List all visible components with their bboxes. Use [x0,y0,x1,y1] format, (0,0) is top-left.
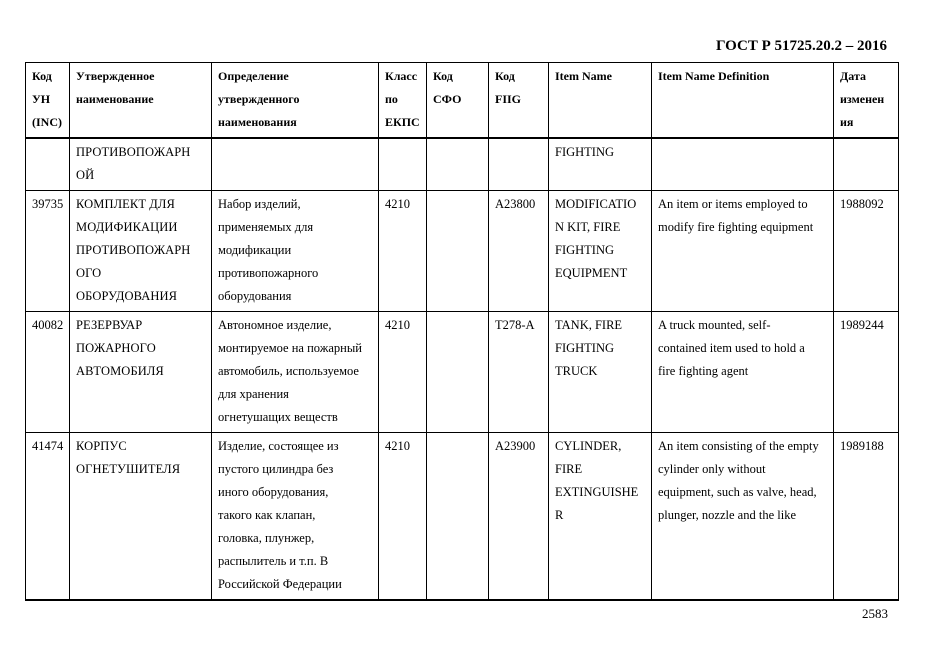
cell-sfo [427,433,489,601]
catalog-table [25,62,899,601]
cell-fiig: T278-A [489,312,549,433]
cell-approved-name: ПРОТИВОПОЖАРН ОЙ [70,138,212,191]
table-row [26,191,899,312]
table-header-row [26,63,899,139]
cell-item-definition [652,138,834,191]
cell-fiig: A23900 [489,433,549,601]
col-header-sfo: Код СФО [427,63,489,139]
cell-approved-name: РЕЗЕРВУАР ПОЖАРНОГО АВТОМОБИЛЯ [70,312,212,433]
cell-date: 1989244 [834,312,899,433]
cell-item-name: TANK, FIRE FIGHTING TRUCK [549,312,652,433]
col-header-class: Класс по ЕКПС [379,63,427,139]
page-number: 2583 [862,606,888,621]
cell-class: 4210 [379,191,427,312]
cell-definition: Изделие, состоящее из пустого цилиндра без иного оборудования, такого как клапан, головка, плунжер, распылитель и т.п. В Российской Федерации [212,433,379,601]
cell-item-name: MODIFICATIO N KIT, FIRE FIGHTING EQUIPMENT [549,191,652,312]
cell-fiig: A23800 [489,191,549,312]
table-row [26,433,899,601]
cell-definition [212,138,379,191]
cell-fiig [489,138,549,191]
col-header-change-date: Дата изменен ия [834,63,899,139]
cell-sfo [427,312,489,433]
cell-class [379,138,427,191]
col-header-approved-name: Утвержденное наименование [70,63,212,139]
col-header-definition: Определение утвержденного наименования [212,63,379,139]
cell-approved-name: КОРПУС ОГНЕТУШИТЕЛЯ [70,433,212,601]
cell-item-definition: An item consisting of the empty cylinder only without equipment, such as valve, head, plunger, nozzle and the like [652,433,834,601]
cell-item-definition: An item or items employed to modify fire fighting equipment [652,191,834,312]
cell-item-definition: A truck mounted, self- contained item used to hold a fire fighting agent [652,312,834,433]
cell-approved-name: КОМПЛЕКТ ДЛЯ МОДИФИКАЦИИ ПРОТИВОПОЖАРН ОГО ОБОРУДОВАНИЯ [70,191,212,312]
col-header-item-name-definition: Item Name Definition [652,63,834,139]
cell-date [834,138,899,191]
table-row-continuation [26,138,899,191]
cell-inc: 41474 [26,433,70,601]
cell-sfo [427,191,489,312]
document-standard-header: ГОСТ Р 51725.20.2 – 2016 [715,38,887,54]
cell-item-name: CYLINDER, FIRE EXTINGUISHE R [549,433,652,601]
cell-date: 1988092 [834,191,899,312]
col-header-item-name: Item Name [549,63,652,139]
cell-inc: 39735 [26,191,70,312]
col-header-inc: Код УН (INC) [26,63,70,139]
cell-inc: 40082 [26,312,70,433]
cell-definition: Набор изделий, применяемых для модификации противопожарного оборудования [212,191,379,312]
col-header-fiig: Код FIIG [489,63,549,139]
cell-definition: Автономное изделие, монтируемое на пожарный автомобиль, используемое для хранения огнетушащих веществ [212,312,379,433]
cell-class: 4210 [379,433,427,601]
cell-class: 4210 [379,312,427,433]
table-row [26,312,899,433]
cell-sfo [427,138,489,191]
cell-inc [26,138,70,191]
cell-date: 1989188 [834,433,899,601]
cell-item-name: FIGHTING [549,138,652,191]
